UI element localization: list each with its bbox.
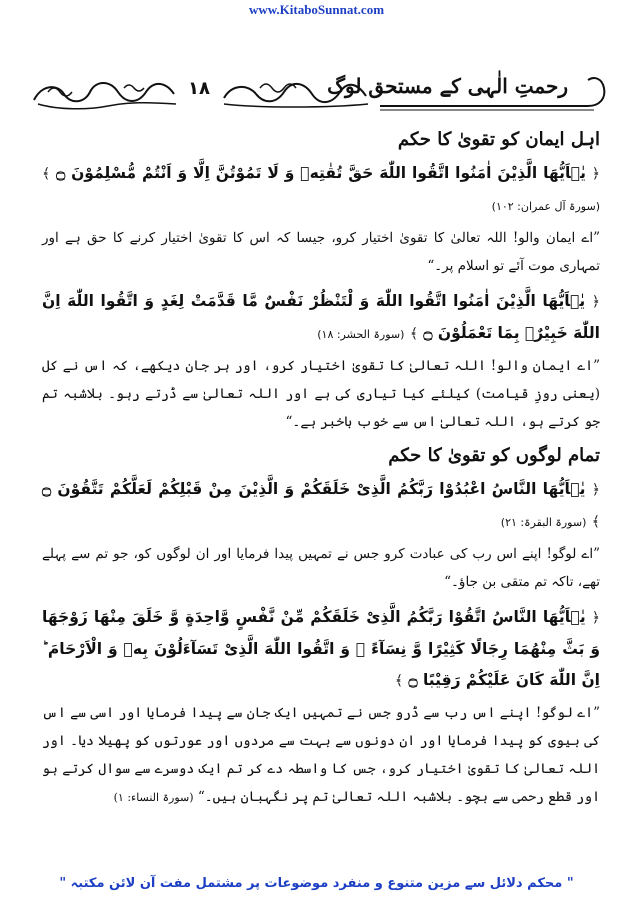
footer-tagline[interactable]: " محکم دلائل سے مزین متنوع و منفرد موضوعات پر مشتمل مفت آن لائن مکتبہ " <box>59 876 574 891</box>
close-bracket-glyph: ﴾ <box>591 514 600 530</box>
verse-reference: (سورۃ البقرۃ: ۲۱) <box>500 516 587 529</box>
page-body <box>42 126 600 866</box>
close-bracket-glyph: ﴾ <box>42 166 51 182</box>
quran-verse: ﴿ یٰۤاَیُّهَا النَّاسُ اعْبُدُوْا رَبَّكُمُ الَّذِیْ خَلَقَكُمْ وَ الَّذِیْنَ مِنْ قَبْلِكُمْ لَعَلَّكُمْ تَتَّقُوْنَ ۝ ﴾ (سورۃ البقرۃ: ۲۱) <box>42 480 600 530</box>
verse-reference: (سورۃ الحشر: ۱۸) <box>317 328 405 341</box>
book-title: رحمتِ الٰہی کے مستحق لوگ <box>327 74 568 98</box>
verse-translation: ”اے ایمان والو! اللہ تعالیٰ کا تقویٰ اختیار کرو، اور ہر جان دیکھے، کہ اس نے کل (یعنی روزِ قیامت) کیلئے کیا تیاری کی ہے اور اللہ تعالیٰ سے ڈرتے رہو۔ بلاشبہ تم جو کرتے ہو، اللہ تعالیٰ اس سے خوب باخبر ہے۔“ <box>42 358 600 430</box>
page-number: ۱۸ <box>188 78 210 99</box>
section-all-people <box>42 442 600 812</box>
verse-translation: ”اے لوگو! اپنے اس رب کی عبادت کرو جس نے تمہیں پیدا فرمایا اور ان لوگوں کو، جو تم سے پہلے تھے، تاکہ تم متقی بن جاؤ۔“ <box>42 546 600 590</box>
open-bracket-glyph: ﴿ <box>591 610 600 626</box>
verse-block <box>42 474 600 596</box>
verse-translation: ”اے لوگو! اپنے اس رب سے ڈرو جس نے تمہیں ایک جان سے پیدا فرمایا اور اسی سے اس کی بیوی کو پیدا فرمایا اور ان دونوں سے بہت سے مردوں اور عورتوں کو پھیلا دیا۔ اور اللہ تعالیٰ کا تقویٰ اختیار کرو، جس کا واسطہ دے کر تم ایک دوسرے سے سوال کرتے ہو اور قطع رحمی سے بچو۔ بلاشبہ اللہ تعالیٰ تم پر نگہبان ہیں۔“ (سورۃ النساء: ۱) <box>42 705 600 805</box>
verse-reference: (سورۃ آل عمران: ۱۰۲) <box>491 200 600 213</box>
open-bracket-glyph: ﴿ <box>591 294 600 310</box>
section-believers <box>42 126 600 436</box>
close-bracket-glyph: ﴾ <box>394 673 404 689</box>
verse-reference: (سورۃ النساء: ۱) <box>113 791 194 804</box>
quran-verse: ﴿ یٰۤاَیُّهَا الَّذِیْنَ اٰمَنُوا اتَّقُوا اللّٰهَ حَقَّ تُقٰتِهٖ وَ لَا تَمُوْتُنَّ اِلَّا وَ اَنْتُمْ مُّسْلِمُوْنَ ۝ ﴾ (سورۃ آل عمران: ۱۰۲) <box>42 164 600 213</box>
section-heading: اہل ایمان کو تقویٰ کا حکم <box>397 129 600 150</box>
open-bracket-glyph: ﴿ <box>591 482 600 498</box>
verse-translation: ”اے ایمان والو! اللہ تعالیٰ کا تقویٰ اختیار کرو، جیسا کہ اس کا تقویٰ اختیار کرنے کا حق ہے اور تمہاری موت آئے تو اسلام پر۔“ <box>42 230 600 274</box>
verse-block <box>42 286 600 436</box>
close-bracket-glyph: ﴾ <box>409 326 419 342</box>
open-bracket-glyph: ﴿ <box>591 166 600 182</box>
site-url[interactable]: www.KitaboSunnat.com <box>248 2 385 17</box>
section-heading: تمام لوگوں کو تقویٰ کا حکم <box>388 445 600 466</box>
verse-block <box>42 158 600 280</box>
verse-block <box>42 602 600 812</box>
quran-verse: ﴿ یٰۤاَیُّهَا الَّذِیْنَ اٰمَنُوا اتَّقُوا اللّٰهَ وَ لْتَنْظُرْ نَفْسٌ مَّا قَدَّمَتْ لِغَدٍ وَ اتَّقُوا اللّٰهَ اِنَّ اللّٰهَ خَبِیْرٌۢ بِمَا تَعْمَلُوْنَ ۝ ﴾ (سورۃ الحشر: ۱۸) <box>42 292 600 342</box>
quran-verse: ﴿ یٰۤاَیُّهَا النَّاسُ اتَّقُوْا رَبَّكُمُ الَّذِیْ خَلَقَكُمْ مِّنْ نَّفْسٍ وَّاحِدَةٍ وَّ خَلَقَ مِنْهَا زَوْجَهَا وَ بَثَّ مِنْهُمَا رِجَالًا كَثِیْرًا وَّ نِسَآءً ۚ وَ اتَّقُوا اللّٰهَ الَّذِیْ تَسَآءَلُوْنَ بِهٖ وَ الْاَرْحَامَ ؕ اِنَّ اللّٰهَ كَانَ عَلَیْكُمْ رَقِیْبًا ۝ ﴾ <box>42 608 600 689</box>
page-header <box>28 70 610 114</box>
